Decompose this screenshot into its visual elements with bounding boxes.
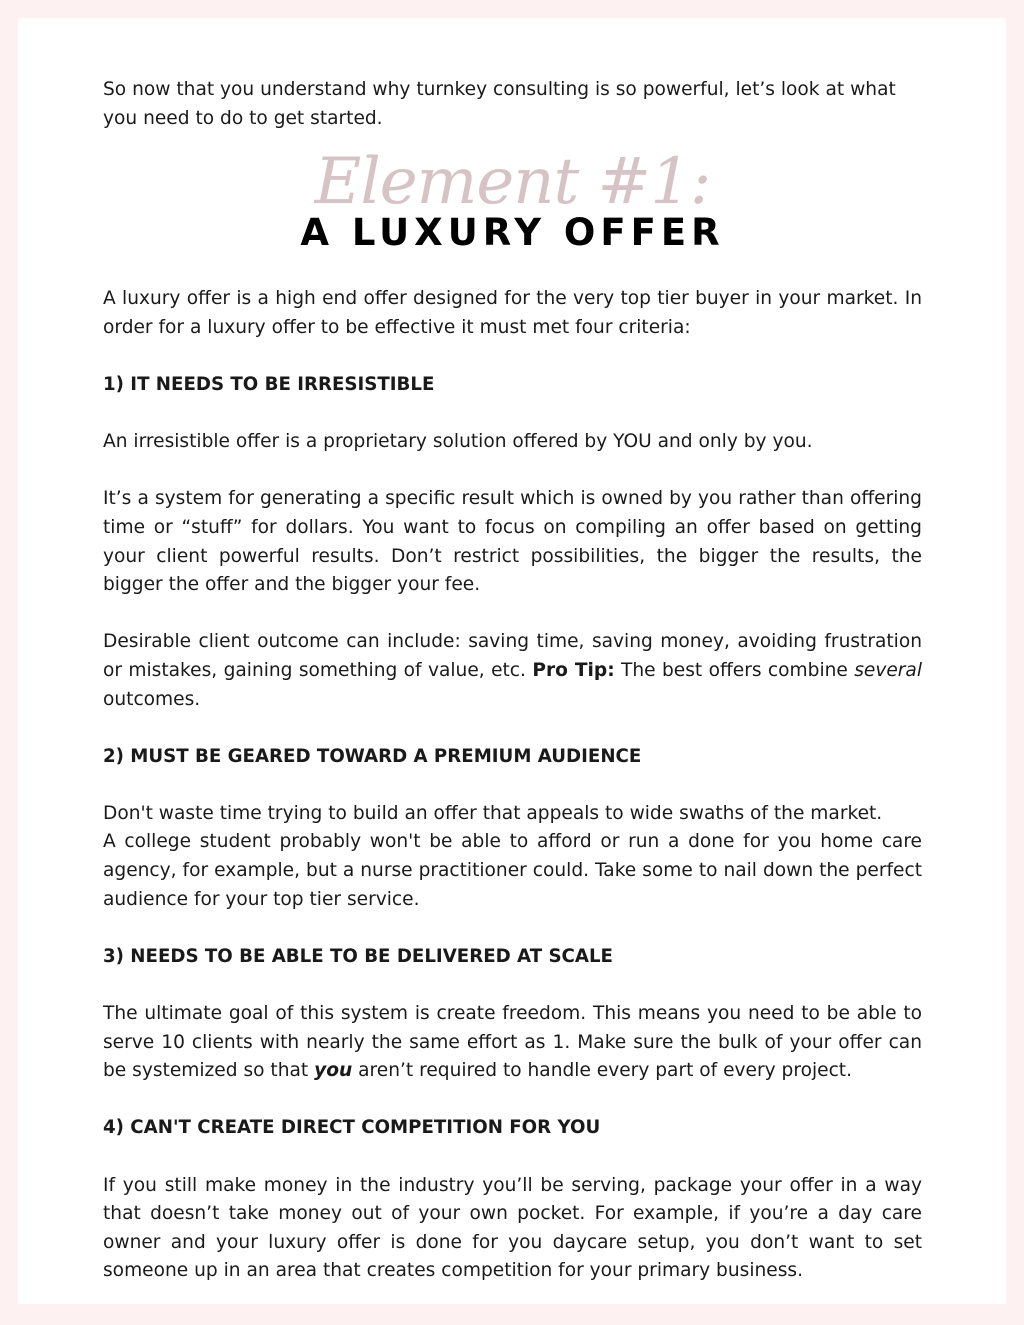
section-3-heading: 3) NEEDS TO BE ABLE TO BE DELIVERED AT SCALE bbox=[103, 945, 613, 967]
element-label: Element #1: bbox=[314, 145, 711, 220]
intro-paragraph: So now that you understand why turnkey consulting is so powerful, let’s look at what you need to do to get started. bbox=[103, 79, 896, 129]
section-3-p1-end: aren’t required to handle every part of every project. bbox=[352, 1060, 853, 1082]
section-3-paragraph-1 bbox=[103, 1000, 922, 1086]
section-1-p3-start: Desirable client outcome can include: saving time, saving money, avoiding frustration or mistakes, gaining something of value, etc. bbox=[103, 631, 922, 681]
pro-tip-label: Pro Tip: bbox=[532, 659, 615, 681]
page-title: A LUXURY OFFER bbox=[300, 211, 725, 255]
section-1-p3-italic: several bbox=[854, 659, 922, 681]
section-2-paragraph-2: A college student probably won't be able to afford or run a done for you home care agency, for example, but a nurse practitioner could. Take some to nail down the perfect audience for your top tier service. bbox=[103, 831, 922, 910]
document-page bbox=[18, 18, 1006, 1304]
section-3-p1-start: The ultimate goal of this system is create freedom. This means you need to be able to serve 10 clients with nearly the same effort as 1. Make sure the bulk of your offer can be systemized so that bbox=[103, 1003, 922, 1082]
section-1-p3-mid: The best offers combine bbox=[614, 659, 855, 681]
section-2-paragraph-1: Don't waste time trying to build an offer that appeals to wide swaths of the market. bbox=[103, 802, 883, 824]
section-1-paragraph-2: It’s a system for generating a specific result which is owned by you rather than offering time or “stuff” for dollars. You want to focus on compiling an offer based on getting your client powerful results. Don’t restrict possibilities, the bigger the results, the bigger the offer and the bigger your fee. bbox=[103, 488, 922, 596]
section-1-paragraph-1: An irresistible offer is a proprietary solution offered by YOU and only by you. bbox=[103, 431, 813, 453]
document-body bbox=[103, 76, 922, 1286]
section-1-paragraph-3 bbox=[103, 628, 922, 714]
section-1-p3-end: outcomes. bbox=[103, 688, 201, 710]
section-2-heading: 2) MUST BE GEARED TOWARD A PREMIUM AUDIENCE bbox=[103, 745, 642, 767]
title-block bbox=[103, 133, 922, 285]
section-3-emphasis: you bbox=[314, 1060, 353, 1082]
section-4-paragraph-1: If you still make money in the industry you’ll be serving, package your offer in a way that doesn’t take money out of your own pocket. For example, if you’re a day care owner and your luxury offer is done for you daycare setup, you don’t want to set someone up in an area that creates competition for your primary business. bbox=[103, 1174, 922, 1282]
lead-paragraph: A luxury offer is a high end offer designed for the very top tier buyer in your market. In order for a luxury offer to be effective it must met four criteria: bbox=[103, 288, 922, 338]
section-1-heading: 1) IT NEEDS TO BE IRRESISTIBLE bbox=[103, 373, 435, 395]
section-4-heading: 4) CAN'T CREATE DIRECT COMPETITION FOR YOU bbox=[103, 1117, 601, 1139]
